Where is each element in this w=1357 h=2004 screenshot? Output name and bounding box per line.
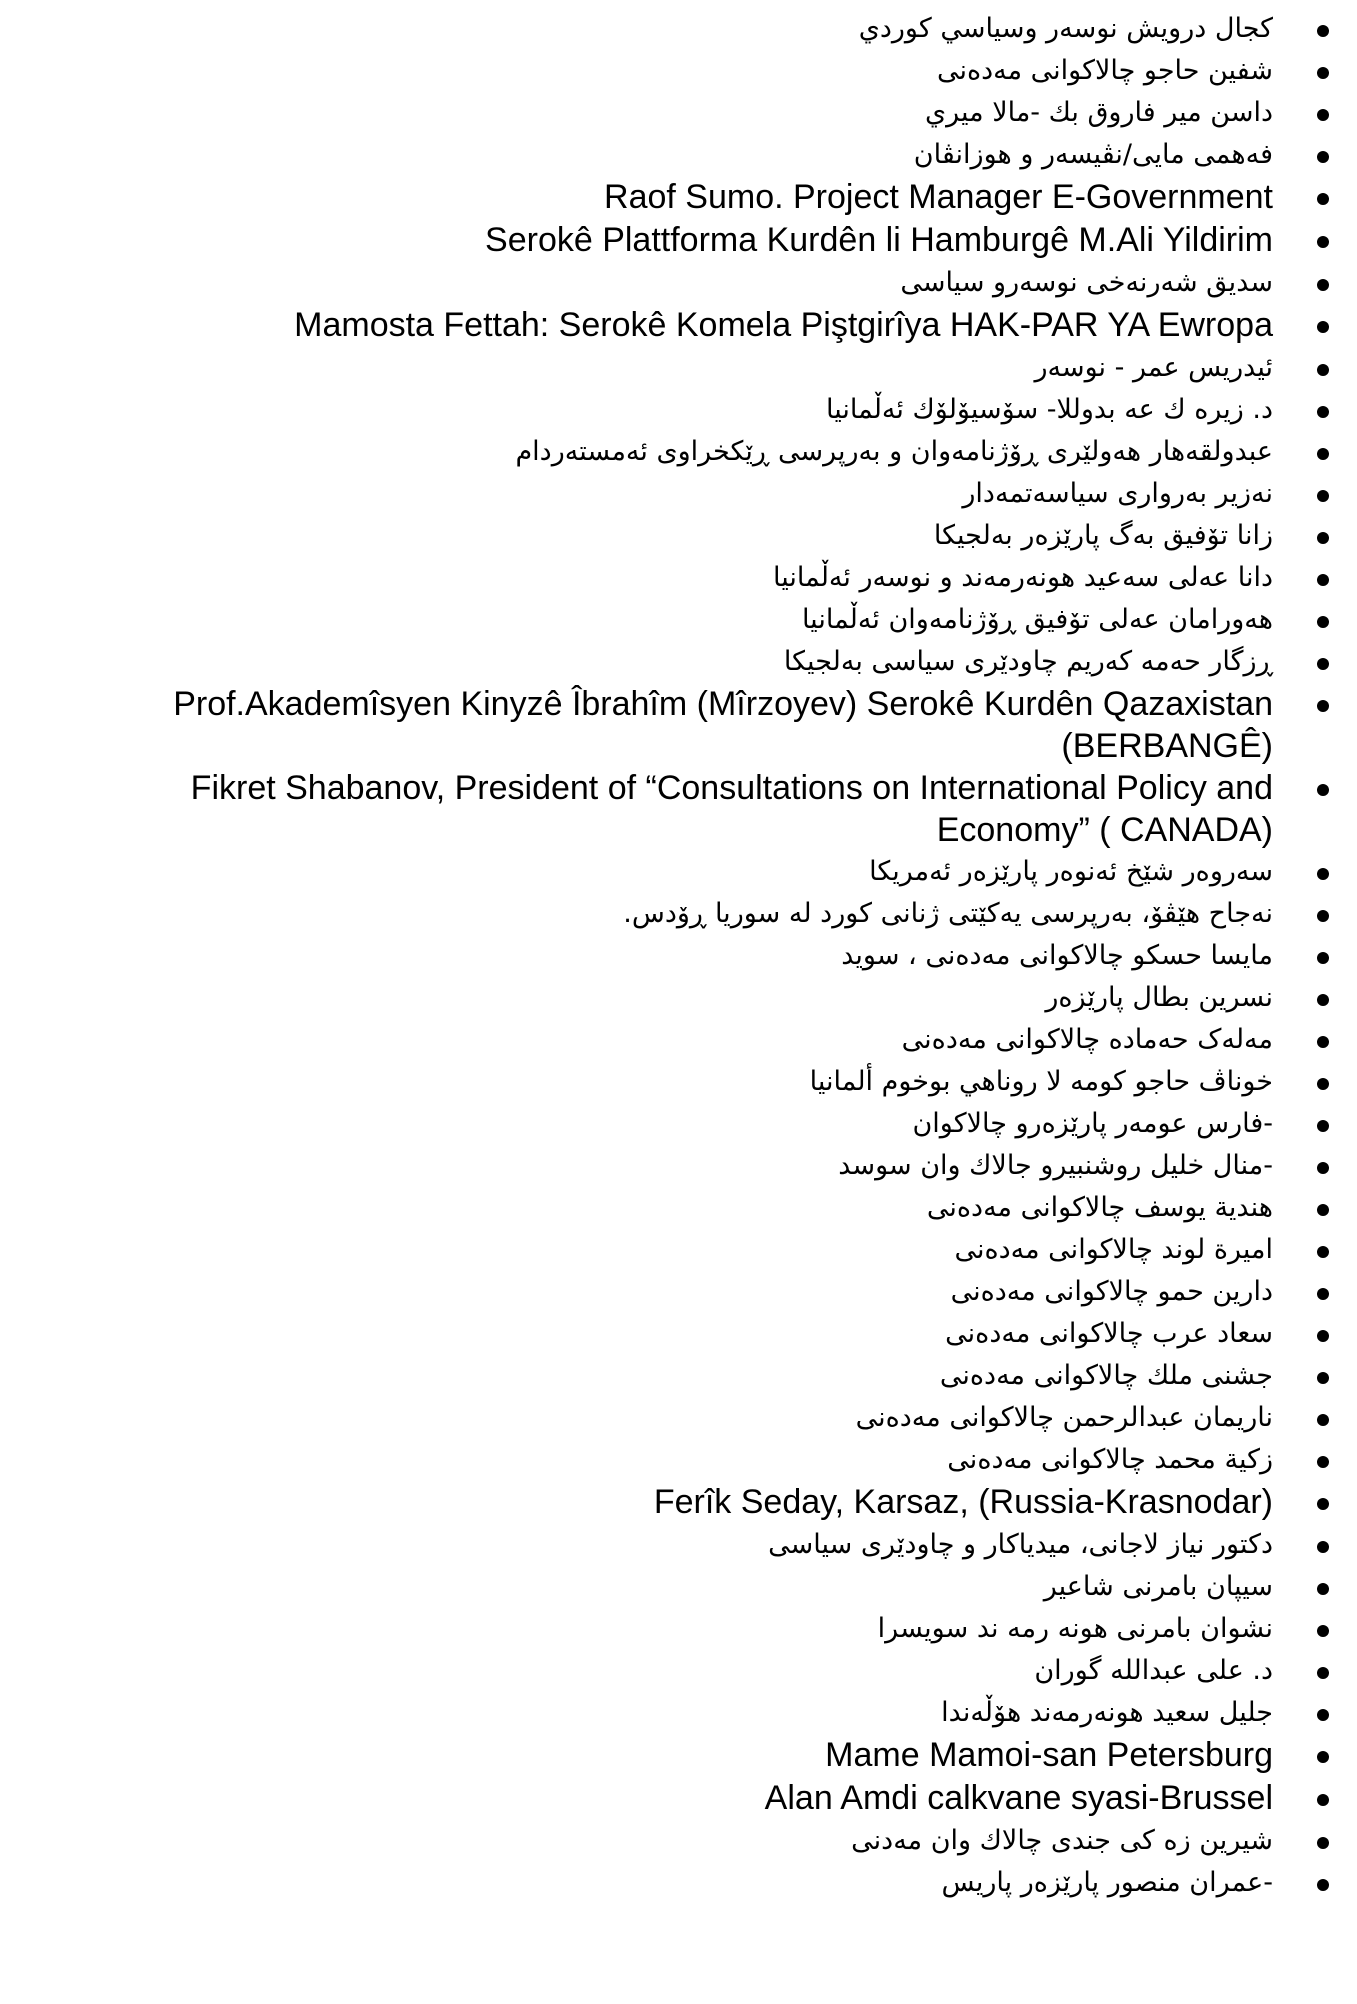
list-item-text: شفين حاجو چالاکوانی مەدەنی bbox=[936, 55, 1273, 86]
bullet-icon bbox=[1317, 868, 1329, 880]
list-item bbox=[0, 134, 1357, 176]
bullet-icon bbox=[1317, 1120, 1329, 1132]
list-item-text: نسرين بطال پارێزەر bbox=[1045, 982, 1273, 1013]
list-item bbox=[0, 1313, 1357, 1355]
bullet-icon bbox=[1317, 1036, 1329, 1048]
list-item bbox=[0, 851, 1357, 893]
list-item bbox=[0, 1439, 1357, 1481]
bullet-icon bbox=[1317, 406, 1329, 418]
list-item bbox=[0, 935, 1357, 977]
bullet-icon bbox=[1317, 279, 1329, 291]
list-item bbox=[0, 1481, 1357, 1524]
list-item-text: فەهمی مایی/نڤیسەر و هوزانڤان bbox=[913, 139, 1273, 170]
list-item-text: زكية محمد چالاکوانی مەدەنی bbox=[947, 1444, 1273, 1475]
list-item-text: سيپان بامرنى شاعير bbox=[1043, 1571, 1273, 1602]
list-item-text: اميرة لوند چالاکوانی مەدەنی bbox=[954, 1234, 1273, 1265]
list-item-text: هندية يوسف چالاکوانی مەدەنی bbox=[926, 1192, 1273, 1223]
bullet-icon bbox=[1317, 67, 1329, 79]
list-item bbox=[0, 219, 1357, 262]
bullet-icon bbox=[1317, 236, 1329, 248]
list-item-text: دانا عەلی سەعید هونەرمەند و نوسەر ئەڵمانیا bbox=[772, 562, 1273, 593]
bullet-icon bbox=[1317, 1204, 1329, 1216]
list-item-text: داسن مير فاروق بك -مالا ميري bbox=[924, 97, 1273, 128]
list-item bbox=[0, 1524, 1357, 1566]
bullet-icon bbox=[1317, 1372, 1329, 1384]
list-item-text: Serokê Plattforma Kurdên li Hamburgê M.Ali Yildirim bbox=[485, 221, 1273, 259]
bullet-icon bbox=[1317, 1751, 1329, 1763]
list-item-text: د. زيره ك عه بدوللا- سۆسیۆلۆك ئەڵمانیا bbox=[825, 394, 1273, 425]
bullet-icon bbox=[1317, 1541, 1329, 1553]
list-item-text: -عمران منصور پارێزەر پاريس bbox=[941, 1867, 1273, 1898]
bullet-icon bbox=[1317, 25, 1329, 37]
bullet-icon bbox=[1317, 448, 1329, 460]
list-item-text: مەلەک حەمادە چالاکوانی مەدەنی bbox=[901, 1024, 1273, 1055]
bullet-icon bbox=[1317, 490, 1329, 502]
list-item-text: شيرين زه كى جندى چالاك وان مەدنی bbox=[851, 1825, 1273, 1856]
list-item-text: نەزیر بەرواری سیاسەتمەدار bbox=[962, 478, 1273, 509]
list-item-text: سەروەر شێخ ئەنوەر پارێزەر ئەمریکا bbox=[869, 856, 1273, 887]
list-item bbox=[0, 92, 1357, 134]
list-item-text: مايسا حسكو چالاکوانی مەدەنی ، سويد bbox=[841, 940, 1273, 971]
list-item bbox=[0, 347, 1357, 389]
bullet-icon bbox=[1317, 574, 1329, 586]
bullet-icon bbox=[1317, 109, 1329, 121]
bullet-icon bbox=[1317, 994, 1329, 1006]
list-item-text: ڕزگار حەمە کەریم چاودێری سیاسی بەلجیکا bbox=[783, 646, 1273, 677]
list-item bbox=[0, 431, 1357, 473]
bullet-icon bbox=[1317, 1837, 1329, 1849]
list-item bbox=[0, 767, 1357, 851]
list-item bbox=[0, 1103, 1357, 1145]
list-item bbox=[0, 304, 1357, 347]
list-item-text: زانا تۆفیق بەگ پارێزەر بەلجیکا bbox=[933, 520, 1273, 551]
bullet-icon bbox=[1317, 1456, 1329, 1468]
bullet-icon bbox=[1317, 1794, 1329, 1806]
bullet-icon bbox=[1317, 1583, 1329, 1595]
bullet-icon bbox=[1317, 910, 1329, 922]
list-item-text: ئیدريس عمر - نوسەر bbox=[1034, 352, 1273, 383]
list-item bbox=[0, 1777, 1357, 1820]
list-item-text: دکتور نیاز لاجانی، میدیاکار و چاودێری سیاسی bbox=[768, 1529, 1273, 1560]
bullet-icon bbox=[1317, 1246, 1329, 1258]
list-item bbox=[0, 1650, 1357, 1692]
list-item bbox=[0, 1862, 1357, 1904]
list-item bbox=[0, 1608, 1357, 1650]
list-item-text: Alan Amdi calkvane syasi-Brussel bbox=[764, 1779, 1273, 1817]
list-item-text: سدیق شەرنەخی نوسەرو سیاسی bbox=[900, 267, 1273, 298]
bullet-icon bbox=[1317, 658, 1329, 670]
list-item bbox=[0, 1061, 1357, 1103]
list-item bbox=[0, 50, 1357, 92]
list-item bbox=[0, 473, 1357, 515]
bullet-icon bbox=[1317, 1288, 1329, 1300]
list-item-text: نشوان بامرنى هونه رمه ند سويسرا bbox=[877, 1613, 1273, 1644]
list-item-text: جليل سعيد هونەرمەند هۆڵەندا bbox=[941, 1697, 1273, 1728]
bullet-icon bbox=[1317, 700, 1329, 712]
list-item bbox=[0, 515, 1357, 557]
list-item bbox=[0, 1566, 1357, 1608]
list-item-text: عبدولقەهار هەولێری ڕۆژنامەوان و بەرپرسی ڕێکخراوی ئەمستەردام bbox=[515, 436, 1273, 467]
bullet-icon bbox=[1317, 1879, 1329, 1891]
list-item-text: Mame Mamoi-san Petersburg bbox=[825, 1736, 1273, 1774]
list-item-text: Raof Sumo. Project Manager E-Government bbox=[604, 178, 1273, 216]
list-item bbox=[0, 893, 1357, 935]
list-item-text: جشنى ملك چالاکوانی مەدەنی bbox=[939, 1360, 1273, 1391]
bullet-icon bbox=[1317, 1625, 1329, 1637]
list-item bbox=[0, 1229, 1357, 1271]
list-item-text: ناريمان عبدالرحمن چالاکوانی مەدەنی bbox=[855, 1402, 1273, 1433]
signatory-list bbox=[0, 8, 1357, 1904]
bullet-icon bbox=[1317, 193, 1329, 205]
list-item-text: Ferîk Seday, Karsaz, (Russia-Krasnodar) bbox=[653, 1483, 1273, 1521]
list-item bbox=[0, 1145, 1357, 1187]
list-item-text: كجال درويش نوسەر وسياسي كوردي bbox=[858, 13, 1273, 44]
list-item bbox=[0, 599, 1357, 641]
list-item bbox=[0, 1692, 1357, 1734]
list-item bbox=[0, 557, 1357, 599]
bullet-icon bbox=[1317, 784, 1329, 796]
list-item bbox=[0, 977, 1357, 1019]
list-item bbox=[0, 8, 1357, 50]
list-item bbox=[0, 1397, 1357, 1439]
bullet-icon bbox=[1317, 1667, 1329, 1679]
list-item-text: نەجاح هێڤۆ، بەرپرسی یەکێتی ژنانی کورد لە سوریا ڕۆدس. bbox=[623, 898, 1273, 929]
list-item bbox=[0, 1271, 1357, 1313]
list-item bbox=[0, 1187, 1357, 1229]
bullet-icon bbox=[1317, 151, 1329, 163]
list-item-text: Fikret Shabanov, President of “Consultations on International Policy and Economy” ( CANADA) bbox=[190, 769, 1283, 849]
list-item-text: -فارس عومەر پارێزەرو چالاکوان bbox=[912, 1108, 1273, 1139]
list-item-text: د. على عبدالله گوران bbox=[1034, 1655, 1273, 1686]
list-item bbox=[0, 262, 1357, 304]
list-item bbox=[0, 1019, 1357, 1061]
list-item-text: سعاد عرب چالاکوانی مەدەنی bbox=[945, 1318, 1273, 1349]
bullet-icon bbox=[1317, 1414, 1329, 1426]
bullet-icon bbox=[1317, 952, 1329, 964]
list-item-text: -منال خليل روشنبيرو جالاك وان سوسد bbox=[838, 1150, 1273, 1181]
list-item bbox=[0, 1355, 1357, 1397]
list-item bbox=[0, 641, 1357, 683]
bullet-icon bbox=[1317, 321, 1329, 333]
bullet-icon bbox=[1317, 1709, 1329, 1721]
bullet-icon bbox=[1317, 532, 1329, 544]
list-item-text: دارين حمو چالاکوانی مەدەنی bbox=[950, 1276, 1273, 1307]
list-item-text: خوناڤ حاجو كومه لا روناهي بوخوم ألمانيا bbox=[809, 1066, 1273, 1097]
bullet-icon bbox=[1317, 1498, 1329, 1510]
list-item bbox=[0, 176, 1357, 219]
list-item bbox=[0, 683, 1357, 767]
list-item bbox=[0, 389, 1357, 431]
bullet-icon bbox=[1317, 1078, 1329, 1090]
bullet-icon bbox=[1317, 364, 1329, 376]
bullet-icon bbox=[1317, 1162, 1329, 1174]
list-item bbox=[0, 1734, 1357, 1777]
bullet-icon bbox=[1317, 616, 1329, 628]
list-item-text: هەورامان عەلی تۆفیق ڕۆژنامەوان ئەڵمانیا bbox=[801, 604, 1273, 635]
bullet-icon bbox=[1317, 1330, 1329, 1342]
list-item-text: Prof.Akademîsyen Kinyzê Îbrahîm (Mîrzoyev) Serokê Kurdên Qazaxistan (BERBANGÊ) bbox=[173, 685, 1283, 765]
list-item-text: Mamosta Fettah: Serokê Komela Piştgirîya HAK-PAR YA Ewropa bbox=[294, 306, 1273, 344]
list-item bbox=[0, 1820, 1357, 1862]
